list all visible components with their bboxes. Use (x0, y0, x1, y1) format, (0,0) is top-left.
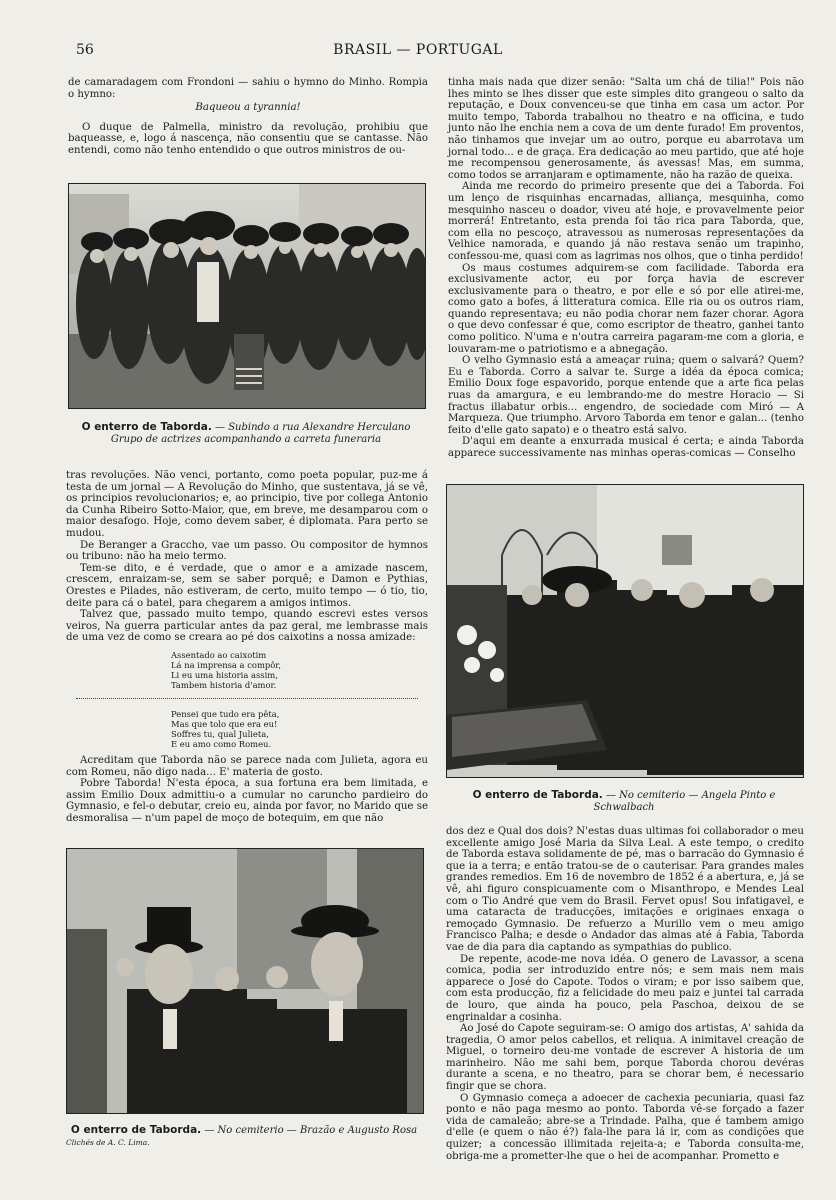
photo-actresses-funeral (68, 183, 426, 409)
left-column-top-text (68, 77, 428, 157)
verse-stanza-1 (171, 650, 428, 690)
verse-stanza-2 (171, 709, 428, 749)
paragraph: tras revoluções. Não venci, portanto, como poeta popular, puz-me á testa de um jornal — A Revolução do Minho, que sustentava, já se vê, os principios revolucionarios; e, ao principio, tive por collega Antonio da Cunha Ribeiro Sotto-Maior, que, em breve, me desamparou com o maior desafogo. Hoje, como devem saber, é diplomata. Para perto se mudou. (66, 470, 428, 539)
paragraph: Tem-se dito, e é verdade, que o amor e a amizade nascem, crescem, enraizam-se, sem se saber porquê; e Damon e Pythias, Orestes e Pilades, não estiveram, de certo, muito tempo — ó tio, tio, deite para cá o batel, para chegarem a amigos intimos. (66, 562, 428, 609)
photo2-caption (446, 789, 802, 814)
photo3-caption (66, 1124, 422, 1137)
photo-cemetery-brazao-rosa (66, 848, 424, 1114)
hymn-quote: Baqueou a tyrannia! (195, 102, 301, 114)
dotted-separator (76, 698, 418, 699)
right-column-bottom-text (446, 826, 804, 1162)
verse-line: Tambem historia d'amor. (171, 679, 277, 690)
running-head: BRASIL — PORTUGAL (333, 42, 503, 58)
paragraph: O velho Gymnasio está a ameaçar ruina; quem o salvará? Quem? Eu e Taborda. Corro a salvar te. Surge a idéa da época comica; Emilio Doux foge espavorido, porque entende que a arte fica pelas ruas da amargura, e eu lembrando-me do mestre Horacio — Si fractus illabatur orbis... engendro, de sociedade com Miró — A Marqueza. Que triumpho. Arvoro Taborda em tenor e galan... (tenho feito d'elle gato sapato) e o theatro está salvo. (448, 355, 804, 436)
photo1-caption (68, 421, 424, 446)
caption-title: O enterro de Taborda. (81, 421, 212, 433)
paragraph: O Gymnasio começa a adoecer de cachexia pecuniaria, quasi faz ponto e não paga mesmo ao ponto. Taborda vê-se forçado a fazer vida de camaleão; abre-se a Trindade. Palha, que é tambem amigo d'elle (e quem o não é?) fala-lhe para lá ir, com as condições que quizer; a concessão illimitada rejeita-a; e Taborda consulta-me, obriga-me a prometter-lhe que o hei de acompanhar. Prometto e (446, 1092, 804, 1162)
photo-illustration (67, 849, 423, 1113)
paragraph: De Beranger a Graccho, vae um passo. Ou compositor de hymnos ou tribuno: não ha meio termo. (66, 539, 428, 563)
verse-line: Mas que tolo que era eu! (171, 718, 278, 729)
page-number: 56 (76, 42, 94, 58)
paragraph: Ainda me recordo do primeiro presente que dei a Taborda. Foi um lenço de risquinhas encarnadas, alliança, mesquinha, como mesquinho nasceu o doador, viveu até hoje, e provavelmente peior morrerá! Entretanto, esta prenda foi tão rica para Taborda, que, com ella no pescoço, atravessou as numerosas representações da Velhice namorada, e quando já não restava senão um trapinho, confessou-me, quasi com as lagrimas nos olhos, que o tinha perdido! (448, 181, 804, 262)
paragraph: D'aqui em deante a enxurrada musical é certa; e ainda Taborda apparece successivamente nas minhas operas-comicas — Conselho (448, 436, 804, 459)
paragraph: Ao José do Capote seguiram-se: O amigo dos artistas, A' sahida da tragedia, O amor pelos cabellos, et reliqua. A inimitavel creação de Miguel, o torneiro deu-me vontade de escrever A historia de um marinheiro. Não me sahi bem, porque Taborda chorou devéras durante a scena, e no theatro, para se chorar bem, é necessario fingir que se chora. (446, 1023, 804, 1093)
paragraph: Acreditam que Taborda não se parece nada com Julieta, agora eu com Romeu, não digo nada... E' materia de gosto. (66, 754, 428, 778)
photo-illustration (447, 485, 803, 777)
left-column-middle-text (66, 470, 428, 824)
paragraph: Pobre Taborda! N'esta época, a sua fortuna era bem limitada, e assim Emilio Doux admittiu-o a cumular no caruncho pardieiro do Gymnasio, e fel-o debutar, creio eu, ainda por favor, no Marido que se desmoralisa — n'um papel de moço de botequim, em que não (66, 778, 428, 824)
photo-illustration (69, 184, 425, 408)
photo-cemetery-angela-pinto (446, 484, 804, 778)
paragraph: dos dez e Qual dos dois? N'estas duas ultimas foi collaborador o meu excellente amigo José Maria da Silva Leal. A este tempo, o credito de Taborda estava solidamente de pé, mas o barracão do Gymnasio é que ia a terra; e então tratou-se de o cauterisar. Para grandes males grandes remedios. Em 16 de novembro de 1852 é a abertura, e, já se vê, ahi figuro conspicuamente com o Misanthropo, e Mendes Leal com o Tio André que vem do Brasil. Fervet opus! Sou infatigavel, e uma cataracta de traducções, imitações e originaes enxaga o remoçado Gymnasio. De refuerzo a Murillo vem o meu amigo Francisco Palha; e desde o Andador das almas até á Fabia, Taborda vae de dia para dia captando as sympathias do publico. (446, 826, 804, 953)
caption-title: O enterro de Taborda. (472, 789, 603, 801)
verse-line: E eu amo como Romeu. (171, 738, 272, 749)
paragraph: O duque de Palmella, ministro da revolução, prohibiu que baqueasse, e, logo á nascença, não consentiu que se cantasse. Não entendi, como não tenho entendido o que outros ministros de ou- (68, 121, 428, 156)
verse-line: Soffres tu, qual Julieta, (171, 728, 269, 739)
photo-credit: Clichés de A. C. Lima. (66, 1138, 150, 1147)
paragraph: tinha mais nada que dizer senão: "Salta um chá de tilia!" Pois não lhes minto se lhes disser que este simples dito grangeou o salto da reputação, e Doux convenceu-se que tinha em casa um actor. Por muito tempo, Taborda trabalhou no theatro e na officina, e tudo junto não lhe enchia nem a cova de um dente furado! Em proventos, não tinhamos que invejar um ao outro, porque eu abarrotava um jornal todo... e de graça. Era dedicação ao meu partido, que até hoje me recompensou generosamente, ás avessas! Mas, em summa, como todos se arranjaram e optimamente, não ha razão de queixa. (448, 77, 804, 181)
caption-title: O enterro de Taborda. (70, 1124, 202, 1136)
paragraph: De repente, acode-me nova idéa. O genero de Lavassor, a scena comica, podia ser introduzido entre nós; e sem mais nem mais apparece o José do Capote. Todos o viram; e por isso saibem que, com esta producção, fiz a felicidade do meu paiz e juntei tal carrada de louro, que ainda ha pouco, pela Paschoa, deixou de se engrinaldar a cosinha. (446, 953, 804, 1023)
verse-line: Lá na imprensa a compôr, (171, 659, 282, 670)
paragraph: de camaradagem com Frondoni — sahiu o hymno do Minho. Rompia o hymno: (68, 77, 428, 100)
paragraph: Talvez que, passado muito tempo, quando escrevi estes versos veiros, Na guerra particular antes da paz geral, me lembrasse mais de uma vez de como se creara ao pé dos caixotins a nossa amizade: (66, 609, 428, 644)
verse-line: Pensei que tudo era pêta, (171, 708, 280, 719)
caption-subtitle: — Subindo a rua Alexandre Herculano (211, 422, 411, 433)
caption-line: Grupo de actrizes acompanhando a carreta funeraria (110, 434, 382, 445)
caption-subtitle: — No cemiterio — Angela Pinto e Schwalbach (593, 790, 776, 813)
verse-line: Li eu uma historia assim, (171, 669, 278, 680)
paragraph: Os maus costumes adquirem-se com facilidade. Taborda era exclusivamente actor, eu por força havia de escrever exclusivamente para o theatro, e por elle e só por elle atirei-me, como gato a bofes, á litteratura comica. Elle ria ou os outros riam, quando representava; eu não podia chorar nem fazer chorar. Agora o que devo confessar é que, como escriptor de theatro, ganhei tanto como politico. N'uma e n'outra carreira pagaram-me com a gloria, e louvaram-me o patriotismo e a abnegação. (448, 262, 804, 355)
verse-line: Assentado ao caixotim (171, 649, 267, 660)
caption-subtitle: — No cemiterio — Brazão e Augusto Rosa (201, 1125, 418, 1136)
right-column-top-text (448, 77, 804, 460)
